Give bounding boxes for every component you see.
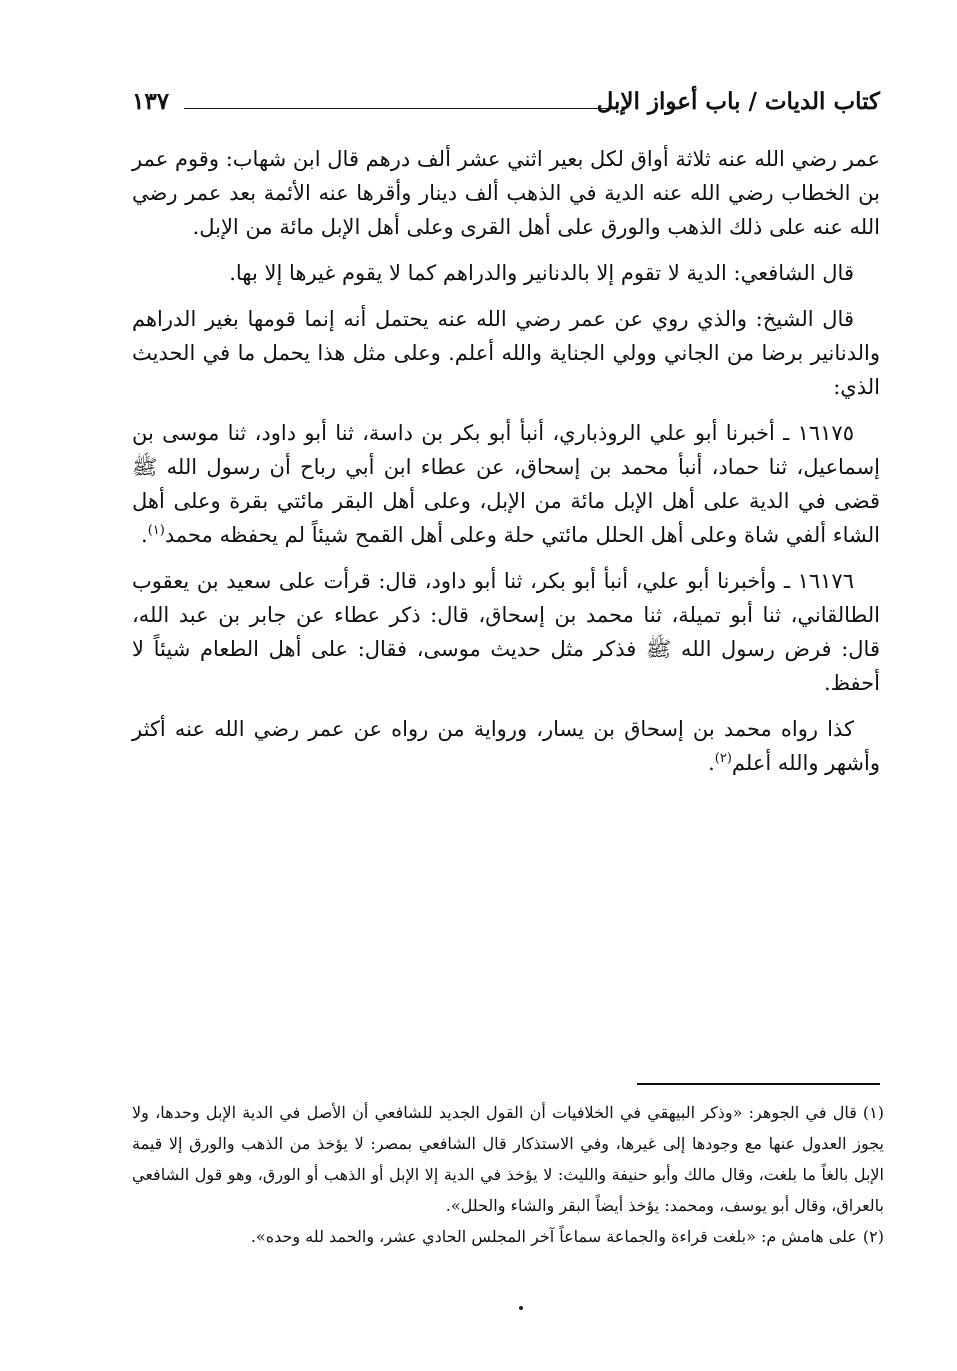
- footnote-reference: (٢): [714, 751, 732, 766]
- paragraph: [132, 712, 880, 780]
- header-title: كتاب الديات / باب أعواز الإبل: [596, 88, 880, 115]
- footnotes: [132, 1097, 884, 1252]
- print-mark: [519, 1306, 523, 1310]
- sentence-end: .: [708, 751, 715, 775]
- page-number: ١٣٧: [132, 88, 170, 115]
- hadith-text: ١٦١٧٥ ـ أخبرنا أبو علي الروذباري، أنبأ أبو بكر بن داسة، ثنا أبو داود، ثنا موسى بن إسماعيل، ثنا حماد، أنبأ محمد بن إسحاق، عن عطاء ابن أبي رباح أن رسول الله ﷺ قضى في الدية على أهل الإبل مائة من الإبل، وعلى أهل البقر مائتي بقرة وعلى أهل الشاء ألفي شاة وعلى أهل الحلل مائتي حلة وعلى أهل القمح شيئاً لم يحفظه محمد: [132, 421, 880, 547]
- footnote-text: على هامش م: «بلغت قراءة والجماعة سماعاً آخر المجلس الحادي عشر، والحمد لله وحده».: [250, 1227, 857, 1246]
- running-header: [132, 88, 880, 128]
- header-rule: [184, 108, 618, 109]
- hadith-paragraph: [132, 416, 880, 552]
- footnote: [132, 1221, 884, 1252]
- footnote-separator: [637, 1083, 880, 1085]
- hadith-paragraph: ١٦١٧٦ ـ وأخبرنا أبو علي، أنبأ أبو بكر، ثنا أبو داود، قال: قرأت على سعيد بن يعقوب الطالقاني، ثنا أبو تميلة، ثنا محمد بن إسحاق، قال: ذكر عطاء عن جابر بن عبد الله، قال: فرض رسول الله ﷺ فذكر مثل حديث موسى، فقال: على أهل الطعام شيئاً لا أحفظ.: [132, 569, 880, 695]
- paragraph: قال الشيخ: والذي روي عن عمر رضي الله عنه يحتمل أنه إنما قومها بغير الدراهم والدنانير برضا من الجاني وولي الجناية والله أعلم. وعلى مثل هذا يحمل ما في الحديث الذي:: [132, 307, 880, 399]
- footnote-reference: (١): [147, 523, 165, 538]
- footnote-number: (١): [862, 1103, 885, 1122]
- footnote-text: قال في الجوهر: «وذكر البيهقي في الخلافيات أن القول الجديد للشافعي أن الأصل في الدية الإبل وحدها، ولا يجوز العدول عنها مع وجودها إلى غيرها، وفي الاستذكار قال الشافعي بمصر: لا يؤخذ من الذهب والورق إلا قيمة الإبل بالغاً ما بلغت، وقال مالك وأبو حنيفة والليث: لا يؤخذ في الدية إلا الإبل أو الذهب أو الورق، وهو قول الشافعي بالعراق، وقال أبو يوسف، ومحمد: يؤخذ أيضاً البقر والشاء والحلل».: [132, 1103, 884, 1215]
- footnote: [132, 1097, 884, 1221]
- closing-text: كذا رواه محمد بن إسحاق بن يسار، ورواية من رواه عن عمر رضي الله عنه أكثر وأشهر والله أعلم: [132, 717, 880, 775]
- paragraph: عمر رضي الله عنه ثلاثة أواق لكل بعير اثني عشر ألف درهم قال ابن شهاب: وقوم عمر بن الخطاب رضي الله عنه الدية في الذهب ألف دينار وأقرها عنه الأئمة بعد عمر رضي الله عنه على ذلك الذهب والورق على أهل القرى وعلى أهل الإبل مائة من الإبل.: [132, 147, 880, 239]
- sentence-end: .: [141, 523, 148, 547]
- footnote-number: (٢): [862, 1227, 884, 1246]
- paragraph: قال الشافعي: الدية لا تقوم إلا بالدنانير والدراهم كما لا يقوم غيرها إلا بها.: [229, 261, 854, 285]
- main-text: [132, 142, 880, 792]
